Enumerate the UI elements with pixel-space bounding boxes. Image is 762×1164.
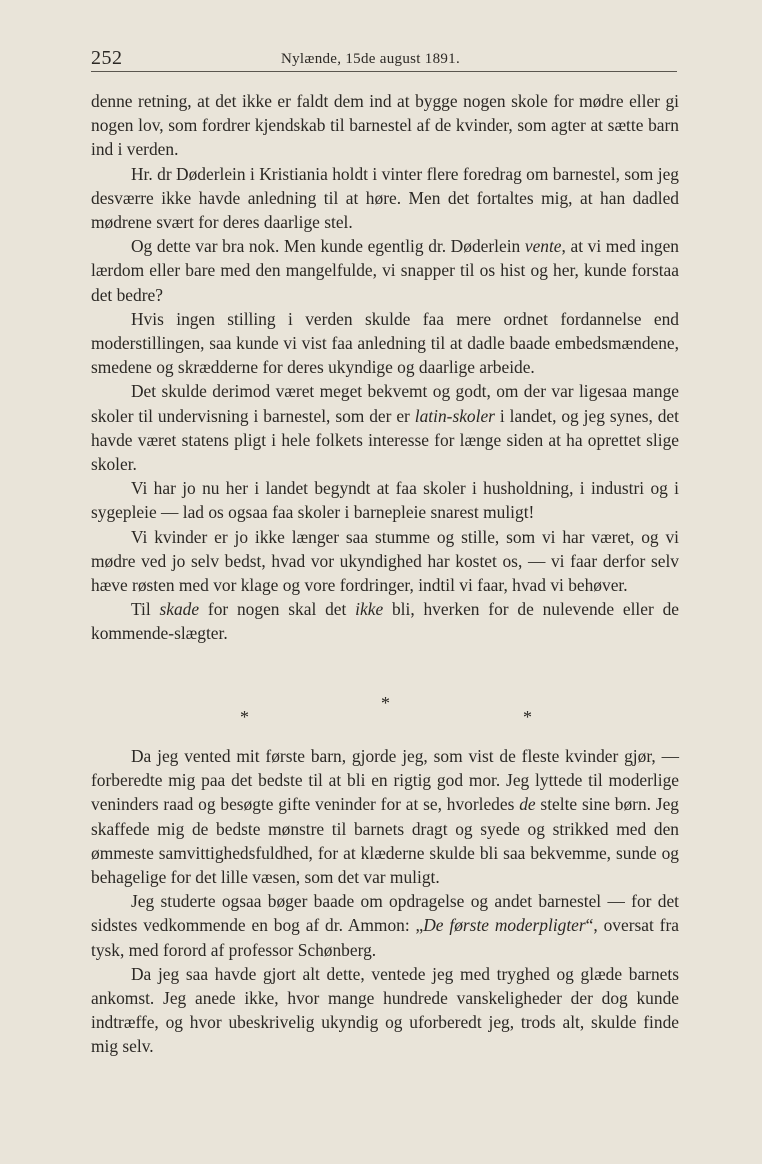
text-run: bli, hverken for de nulevende eller de kommende-slægter. [91, 599, 679, 644]
separator-star: * [523, 707, 532, 727]
paragraph [91, 234, 679, 307]
section-separator [91, 693, 679, 733]
text-run: , at vi med ingen lærdom eller bare med den mangelfulde, vi snapper til os hist og her, kunde forstaa det bedre? [91, 236, 679, 305]
paragraph [91, 162, 679, 235]
running-head: Nylænde, 15de august 1891. [281, 51, 461, 67]
body-text-section-2 [91, 744, 679, 1059]
text-run: denne retning, at det ikke er faldt dem ind at bygge nogen skole for mødre eller gi nogen lov, som fordrer kjendskab til barnestel af de kvinder, som agter at sætte barn ind i verden. [91, 91, 679, 160]
separator-star: * [381, 693, 390, 713]
text-run: Da jeg vented mit første barn, gjorde jeg, som vist de fleste kvinder gjør, — forberedte mig paa det bedste til at bli en rigtig god mor. Jeg lyttede til moderlige veninders raad og besøgte gifte veninder for at se, hvorledes [91, 746, 679, 815]
text-run: Jeg studerte ogsaa bøger baade om opdragelse og andet barnestel — for det sidstes vedkommende en bog af dr. Ammon: „ [91, 891, 679, 936]
body-text-section-1 [91, 89, 679, 646]
text-run: Og dette var bra nok. Men kunde egentlig dr. Døderlein [131, 236, 525, 257]
text-run: Hr. dr Døderlein i Kristiania holdt i vinter flere foredrag om barnestel, som jeg desværre ikke havde anledning til at høre. Men det fortaltes mig, at han dadled mødrene svært for deres daarlige stel. [91, 163, 679, 233]
paragraph [91, 307, 679, 380]
text-run: for nogen skal det [199, 599, 356, 620]
paragraph [91, 744, 679, 889]
text-run: Vi kvinder er jo ikke længer saa stumme og stille, som vi har været, og vi mødre ved jo selv bedst, hvad vor ukyndighed har kostet os, — vi faar derfor selv hæve røsten med vor klage og vore fordringer, indtil vi faar, hvad vi behøver. [91, 526, 679, 596]
text-run: i landet, og jeg synes, det havde været statens pligt i hele folkets interesse for længe siden at ha oprettet slige skoler. [91, 405, 679, 475]
page-number: 252 [91, 47, 123, 69]
emphasis-text: ikke [355, 599, 384, 620]
paragraph [91, 962, 679, 1059]
text-run: stelte sine børn. Jeg skaffede mig de bedste mønstre til barnets dragt og syede og strikked med den ømmeste samvittighedsfuldhed, for at klæderne skulde bli saa bekvemme, sunde og behagelige for det lille væsen, som det var muligt. [91, 794, 679, 888]
emphasis-text: De første moderpligter [423, 915, 586, 936]
paragraph [91, 889, 679, 962]
emphasis-text: de [519, 794, 536, 815]
text-run: Hvis ingen stilling i verden skulde faa mere ordnet fordannelse end moderstillingen, saa kunde vi vist faa anledning til at dadle baade embedsmændene, smedene og skrædderne for deres ukyndige og daarlige arbeide. [91, 308, 679, 378]
text-run: Til [131, 599, 160, 620]
text-run: Vi har jo nu her i landet begyndt at faa skoler i husholdning, i industri og i sygepleie — lad os ogsaa faa skoler i barnepleie snarest muligt! [91, 478, 679, 523]
emphasis-text: vente [524, 236, 562, 257]
text-run: Det skulde derimod været meget bekvemt og godt, om der var ligesaa mange skoler til undervisning i barnestel, som der er [91, 381, 679, 426]
paragraph [91, 597, 679, 645]
paragraph [91, 476, 679, 524]
paragraph [91, 89, 679, 162]
text-run: “, oversat fra tysk, med forord af professor Schønberg. [91, 915, 679, 960]
separator-star: * [240, 707, 249, 727]
page-header [91, 47, 677, 72]
paragraph [91, 525, 679, 598]
emphasis-text: skade [159, 599, 200, 620]
emphasis-text: latin-skoler [414, 405, 495, 426]
text-run: Da jeg saa havde gjort alt dette, ventede jeg med tryghed og glæde barnets ankomst. Jeg anede ikke, hvor mange hundrede vanskeligheder der dog kunde indtræffe, og hvor ubeskrivelig ukyndig og uforberedt jeg, trods alt, skulde finde mig selv. [91, 963, 679, 1057]
paragraph [91, 379, 679, 476]
